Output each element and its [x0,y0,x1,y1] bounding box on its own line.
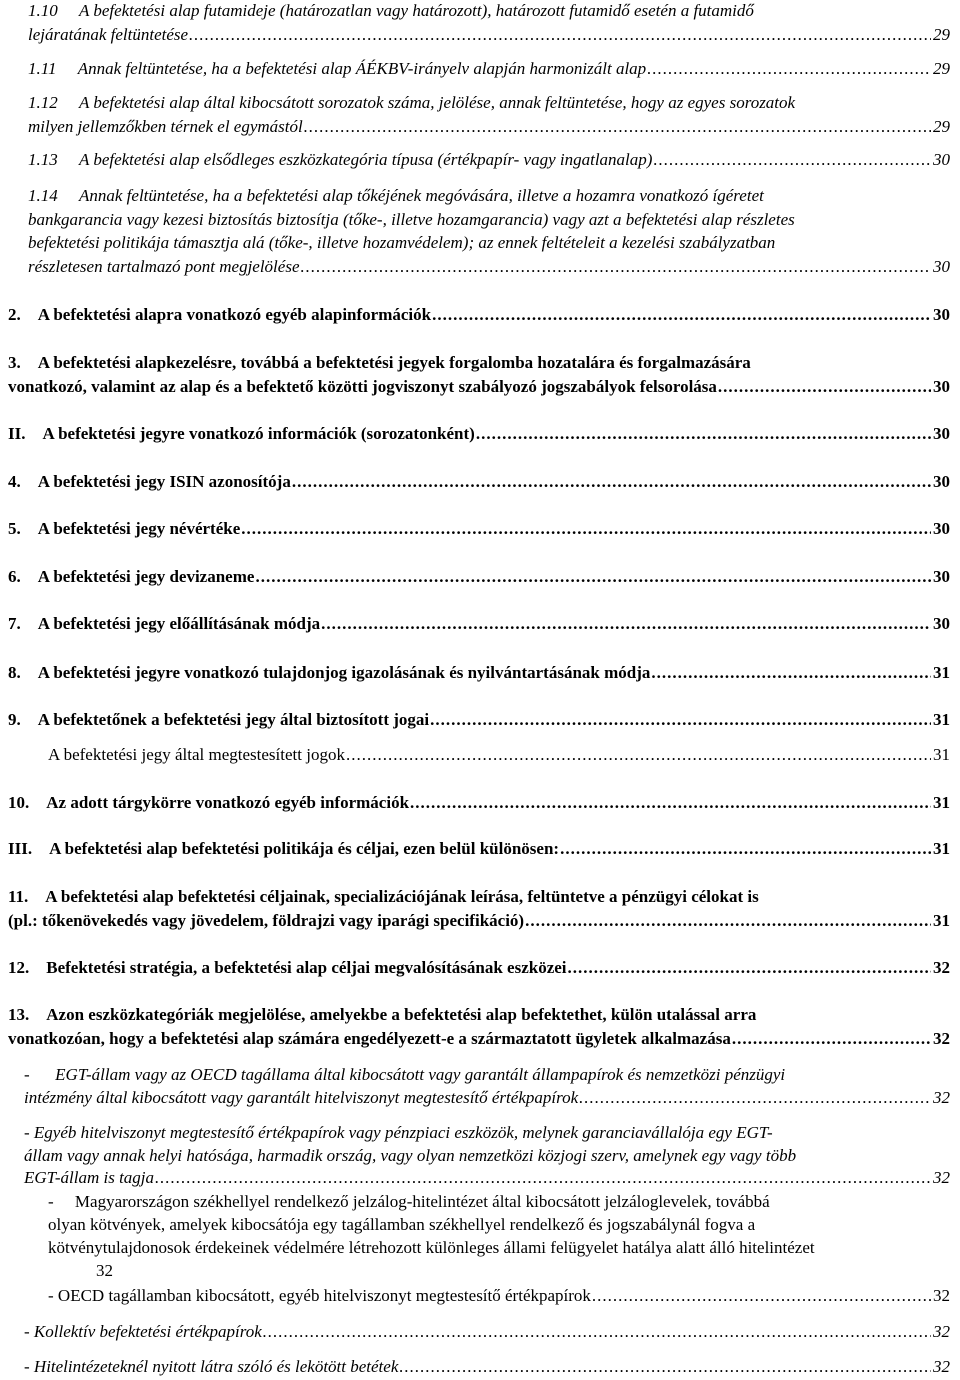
page-number: 32 [933,1357,950,1376]
toc-entry-text: vonatkozó, valamint az alap és a befektető közötti jogviszonyt szabályozó jogszabályok felsorolása [8,377,717,396]
toc-entry-text: milyen jellemzőkben térnek el egymástól [28,117,303,136]
toc-entry-text: - Hitelintézeteknél nyitott látra szóló és lekötött betétek [24,1357,399,1376]
toc-entry-text: 1.11 Annak feltüntetése, ha a befektetési alap ÁÉKBV-irányelv alapján harmonizált alap [28,59,647,78]
toc-entry-text: EGT-állam is tagja [24,1168,155,1187]
page-number: 32 [933,1168,950,1187]
page-number: 32 [933,1088,950,1107]
dot-leader [568,957,931,979]
dot-leader [432,304,931,326]
dot-leader [399,1356,931,1378]
toc-entry-text: 32 [96,1261,113,1280]
toc-entry-text: 1.13 A befektetési alap elsődleges eszközkategória típusa (értékpapír- vagy ingatlanalap) [28,150,653,169]
dot-leader [189,24,931,46]
page-number: 31 [933,710,950,729]
toc-entry-text: - Magyarországon székhellyel rendelkező jelzálog-hitelintézet által kibocsátott jelzáloglevelek, továbbá [48,1192,770,1211]
toc-entry-text: 12. Befektetési stratégia, a befektetési alap céljai megvalósításának eszközei [8,958,567,977]
page-number: 29 [933,117,950,136]
dot-leader [255,566,931,588]
page-number: 31 [933,793,950,812]
page-number: 30 [933,256,950,276]
page-number: 31 [933,911,950,930]
toc-entry-text: - Kollektív befektetési értékpapírok [24,1322,262,1341]
toc-entry-text: 1.14 Annak feltüntetése, ha a befektetési alap tőkéjének megóvására, illetve a hozamra vonatkozó ígéretet [28,186,764,205]
page-number: 31 [933,839,950,858]
page-number: 30 [933,150,950,169]
page-number: 32 [933,1286,950,1305]
toc-entry-text: intézmény által kibocsátott vagy garantált hitelviszonyt megtestesítő értékpapírok [24,1088,579,1107]
toc-entry-text: 7. A befektetési jegy előállításának módja [8,614,321,633]
toc-entry-text: II. A befektetési jegyre vonatkozó információk (sorozatonként) [8,424,475,443]
toc-entry-text: 9. A befektetőnek a befektetési jegy által biztosított jogai [8,710,430,729]
page-number: 32 [933,958,950,977]
page-number: 30 [933,567,950,586]
toc-entry-text: - EGT-állam vagy az OECD tagállama által kibocsátott vagy garantált állampapírok és nemzetközi pénzügyi [24,1065,786,1084]
dot-leader [651,662,931,684]
dot-leader [292,471,931,493]
page-number: 29 [933,59,950,78]
toc-entry-text: 2. A befektetési alapra vonatkozó egyéb alapinformációk [8,305,432,324]
page-number: 30 [933,424,950,443]
toc-entry-text: 4. A befektetési jegy ISIN azonosítója [8,472,291,491]
page-number: 30 [933,377,950,396]
dot-leader [718,376,931,398]
toc-entry-text: vonatkozóan, hogy a befektetési alap számára engedélyezett-e a származtatott ügyletek alkalmazása [8,1029,731,1048]
dot-leader [241,518,931,540]
page-number: 29 [933,25,950,44]
page-number: 30 [933,519,950,538]
dot-leader [155,1167,931,1189]
toc-entry-text: 3. A befektetési alapkezelésre, továbbá a befektetési jegyek forgalomba hozatalára és forgalmazására [8,353,751,372]
toc-entry-text: részletesen tartalmazó pont megjelölése [28,256,300,276]
dot-leader [653,149,931,171]
dot-leader [476,423,931,445]
dot-leader [525,910,931,932]
dot-leader [263,1321,931,1343]
toc-entry-text: 6. A befektetési jegy devizaneme [8,567,255,586]
toc-entry-text: (pl.: tőkenövekedés vagy jövedelem, földrajzi vagy iparági specifikáció) [8,911,525,930]
dot-leader [430,709,931,731]
page-number: 30 [933,614,950,633]
page-number: 30 [933,472,950,491]
page-number: 32 [933,1322,950,1341]
dot-leader [304,116,931,138]
toc-entry-text: III. A befektetési alap befektetési politikája és céljai, ezen belül különösen: [8,839,560,858]
toc-entry-text: 5. A befektetési jegy névértéke [8,519,241,538]
toc-entry-text: befektetési politikája támasztja alá (tőke-, illetve hozamvédelem); az ennek feltételeit a kezelési szabályzatban [28,233,776,252]
toc-entry-text: bankgarancia vagy kezesi biztosítás biztosítja (tőke-, illetve hozamgarancia) vagy azt a befektetési alap részletes [28,209,795,229]
toc-entry-text: 1.10 A befektetési alap futamideje (határozatlan vagy határozott), határozott futamidő esetén a futamidő [28,1,754,20]
dot-leader [592,1285,931,1307]
toc-entry-text: olyan kötvények, amelyek kibocsátója egy tagállamban székhellyel rendelkező és jogszabálynál fogva a [48,1215,756,1234]
toc-entry-text: - Egyéb hitelviszonyt megtestesítő értékpapírok vagy pénzpiaci eszközök, melynek garanciavállalója egy EGT- [24,1123,773,1142]
dot-leader [579,1087,931,1109]
toc-entry-text: 13. Azon eszközkategóriák megjelölése, amelyekbe a befektetési alap befektethet, külön utalással arra [8,1005,757,1024]
page-number: 32 [933,1029,950,1048]
toc-entry-text: 1.12 A befektetési alap által kibocsátott sorozatok száma, jelölése, annak feltüntetése, hogy az egyes sorozatok [28,93,796,112]
dot-leader [647,58,931,80]
toc-entry-text: A befektetési jegy által megtestesített jogok [48,745,345,764]
page-number: 30 [933,305,950,324]
dot-leader [321,613,931,635]
toc-entry-text: 10. Az adott tárgykörre vonatkozó egyéb információk [8,793,410,812]
dot-leader [732,1028,931,1050]
toc-entry-text: állam vagy annak helyi hatósága, harmadik ország, vagy olyan nemzetközi közjogi szerv, amelynek egy vagy több [24,1145,797,1165]
toc-entry-text: kötvénytulajdonosok érdekeinek védelmére létrehozott különleges állami felügyelet hatálya alatt álló hitelintézet [48,1238,815,1257]
dot-leader [560,838,931,860]
dot-leader [346,744,931,766]
dot-leader [301,256,932,278]
toc-entry-text: - OECD tagállamban kibocsátott, egyéb hitelviszonyt megtestesítő értékpapírok [48,1286,591,1305]
page-number: 31 [933,663,950,682]
toc-entry-text: lejáratának feltüntetése [28,25,189,44]
page-number: 31 [933,745,950,764]
toc-entry-text: 11. A befektetési alap befektetési céljainak, specializációjának leírása, feltüntetve a pénzügyi célokat is [8,887,759,906]
dot-leader [410,792,931,814]
toc-entry-text: 8. A befektetési jegyre vonatkozó tulajdonjog igazolásának és nyilvántartásának módja [8,663,651,682]
